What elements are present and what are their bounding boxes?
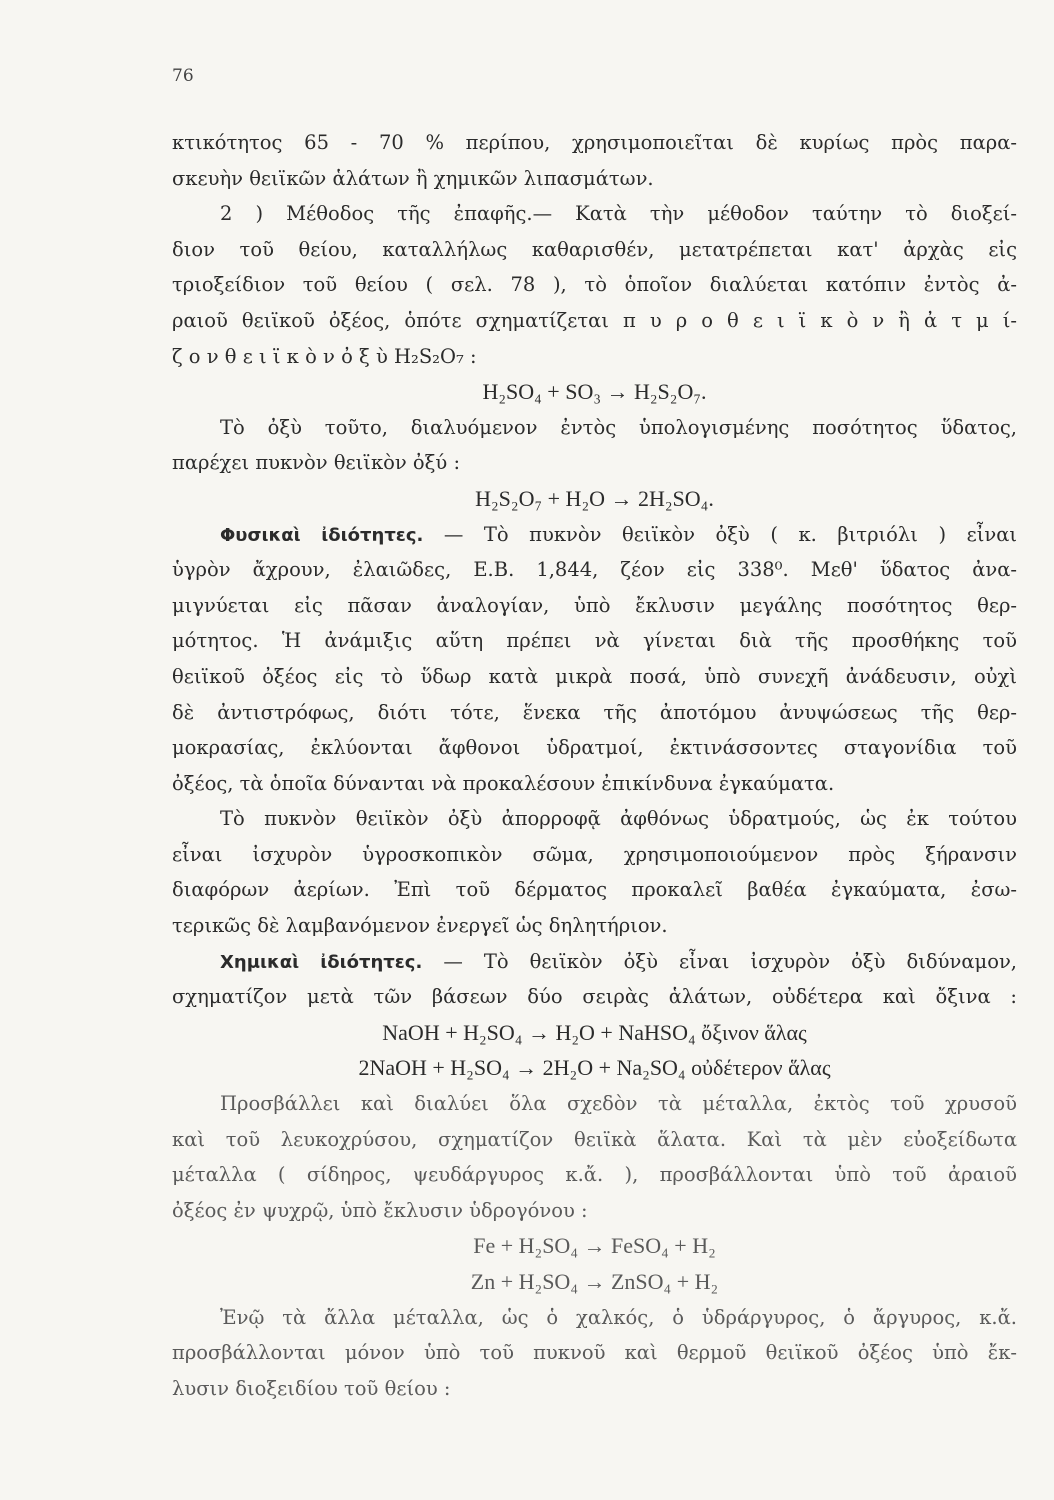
text-span: — Τὸ θειϊκὸν ὀξὺ εἶναι ἰσχυρὸν ὀξὺ διδύναμον, — [443, 949, 1017, 973]
text-line: θειϊκοῦ ὀξέος εἰς τὸ ὕδωρ κατὰ μικρὰ ποσά, ὑπὸ συνεχῆ ἀνάδευσιν, οὐχὶ — [172, 664, 1017, 688]
chemical-equation: NaOH + H₂SO₄ → H₂O + NaHSO₄ ὄξινον ἅλας — [382, 1019, 807, 1045]
text-line: 2 ) Μέθοδος τῆς ἐπαφῆς.— Κατὰ τὴν μέθοδον ταύτην τὸ διοξεί- — [220, 202, 1017, 226]
text-line: διαφόρων ἀερίων. Ἐπὶ τοῦ δέρματος προκαλεῖ βαθέα ἐγκαύματα, ἐσω- — [172, 878, 1017, 902]
text-line: ὀξέος, τὰ ὁποῖα δύνανται νὰ προκαλέσουν ἐπικίνδυνα ἐγκαύματα. — [172, 771, 835, 795]
text-line: διον τοῦ θείου, καταλλήλως καθαρισθέν, μετατρέπεται κατ' ἀρχὰς εἰς — [172, 237, 1017, 261]
chemical-equation: Zn + H₂SO₄ → ZnSO₄ + H₂ — [470, 1269, 719, 1294]
chemical-equation: Fe + H₂SO₄ → FeSO₄ + H₂ — [473, 1233, 716, 1259]
chemical-equation: H₂S₂O₇ + H₂O → 2H₂SO₄. — [475, 485, 714, 511]
chemical-equation: H₂SO₄ + SO₃ → H₂S₂O₇. — [482, 379, 707, 405]
text-line: εἶναι ἰσχυρὸν ὑγροσκοπικὸν σῶμα, χρησιμοποιούμενον πρὸς ξήρανσιν — [172, 842, 1017, 866]
text-line: Τὸ ὀξὺ τοῦτο, διαλυόμενον ἐντὸς ὑπολογισμένης ποσότητος ὕδατος, — [220, 415, 1017, 439]
text-line: μοκρασίας, ἐκλύονται ἄφθονοι ὑδρατμοί, ἐκτινάσσοντες σταγονίδια τοῦ — [172, 736, 1017, 760]
page-number: 76 — [172, 66, 194, 86]
text-line: ζ ο ν θ ε ι ϊ κ ὸ ν ὀ ξ ὺ H₂S₂O₇ : — [172, 344, 477, 368]
text-line: μέταλλα ( σίδηρος, ψευδάργυρος κ.ἄ. ), προσβάλλονται ὑπὸ τοῦ ἀραιοῦ — [172, 1163, 1017, 1187]
text-span: — Τὸ πυκνὸν θειϊκὸν ὀξὺ ( κ. βιτριόλι ) εἶναι — [443, 522, 1017, 546]
text-line: Προσβάλλει καὶ διαλύει ὅλα σχεδὸν τὰ μέταλλα, ἐκτὸς τοῦ χρυσοῦ — [220, 1092, 1017, 1116]
text-line: ὑγρὸν ἄχρουν, ἐλαιῶδες, Ε.Β. 1,844, ζέον εἰς 338⁰. Μεθ' ὕδατος ἀνα- — [172, 558, 1017, 582]
text-line — [172, 517, 1017, 553]
text-line: ραιοῦ θειϊκοῦ ὀξέος, ὁπότε σχηματίζεται π υ ρ ο θ ε ι ϊ κ ὸ ν ἢ ἀ τ μ ί- — [172, 308, 1017, 332]
text-line: καὶ τοῦ λευκοχρύσου, σχηματίζον θειϊκὰ ἅλατα. Καὶ τὰ μὲν εὐοξείδωτα — [172, 1127, 1017, 1151]
text-line: ὀξέος ἐν ψυχρῷ, ὑπὸ ἔκλυσιν ὑδρογόνου : — [172, 1198, 588, 1222]
text-body — [172, 125, 1017, 1406]
text-line: σκευὴν θειϊκῶν ἁλάτων ἢ χημικῶν λιπασμάτων. — [172, 166, 654, 190]
text-line: Ἐνῷ τὰ ἄλλα μέταλλα, ὡς ὁ χαλκός, ὁ ὑδράργυρος, ὁ ἄργυρος, κ.ἄ. — [220, 1305, 1017, 1329]
chemical-equation: 2NaOH + H₂SO₄ → 2H₂O + Na₂SO₄ οὐδέτερον ἅλας — [358, 1055, 831, 1081]
text-line: μιγνύεται εἰς πᾶσαν ἀναλογίαν, ὑπὸ ἔκλυσιν μεγάλης ποσότητος θερ- — [172, 593, 1017, 617]
section-heading-physical: Φυσικαὶ ἰδιότητες. — [220, 524, 424, 546]
text-line: δὲ ἀντιστρόφως, διότι τότε, ἕνεκα τῆς ἀποτόμου ἀνυψώσεως τῆς θερ- — [172, 700, 1017, 724]
text-line: τριοξείδιον τοῦ θείου ( σελ. 78 ), τὸ ὁποῖον διαλύεται κατόπιν ἐντὸς ἀ- — [172, 273, 1017, 297]
text-line: λυσιν διοξειδίου τοῦ θείου : — [172, 1376, 451, 1400]
text-line: μότητος. Ἡ ἀνάμιξις αὕτη πρέπει νὰ γίνεται διὰ τῆς προσθήκης τοῦ — [172, 629, 1017, 653]
section-heading-chemical: Χημικαὶ ἰδιότητες. — [220, 951, 423, 973]
text-line — [172, 944, 1017, 980]
text-line: τερικῶς δὲ λαμβανόμενον ἐνεργεῖ ὡς δηλητήριον. — [172, 914, 668, 938]
text-line: προσβάλλονται μόνον ὑπὸ τοῦ πυκνοῦ καὶ θερμοῦ θειϊκοῦ ὀξέος ὑπὸ ἔκ- — [172, 1341, 1017, 1365]
text-line: σχηματίζον μετὰ τῶν βάσεων δύο σειρὰς ἁλάτων, οὐδέτερα καὶ ὄξινα : — [172, 985, 1017, 1009]
text-line: παρέχει πυκνὸν θειϊκὸν ὀξύ : — [172, 451, 461, 475]
text-line: κτικότητος 65 - 70 % περίπου, χρησιμοποιεῖται δὲ κυρίως πρὸς παρα- — [172, 131, 1017, 154]
text-line: Τὸ πυκνὸν θειϊκὸν ὀξὺ ἀπορροφᾷ ἀφθόνως ὑδρατμούς, ὡς ἐκ τούτου — [220, 807, 1017, 831]
